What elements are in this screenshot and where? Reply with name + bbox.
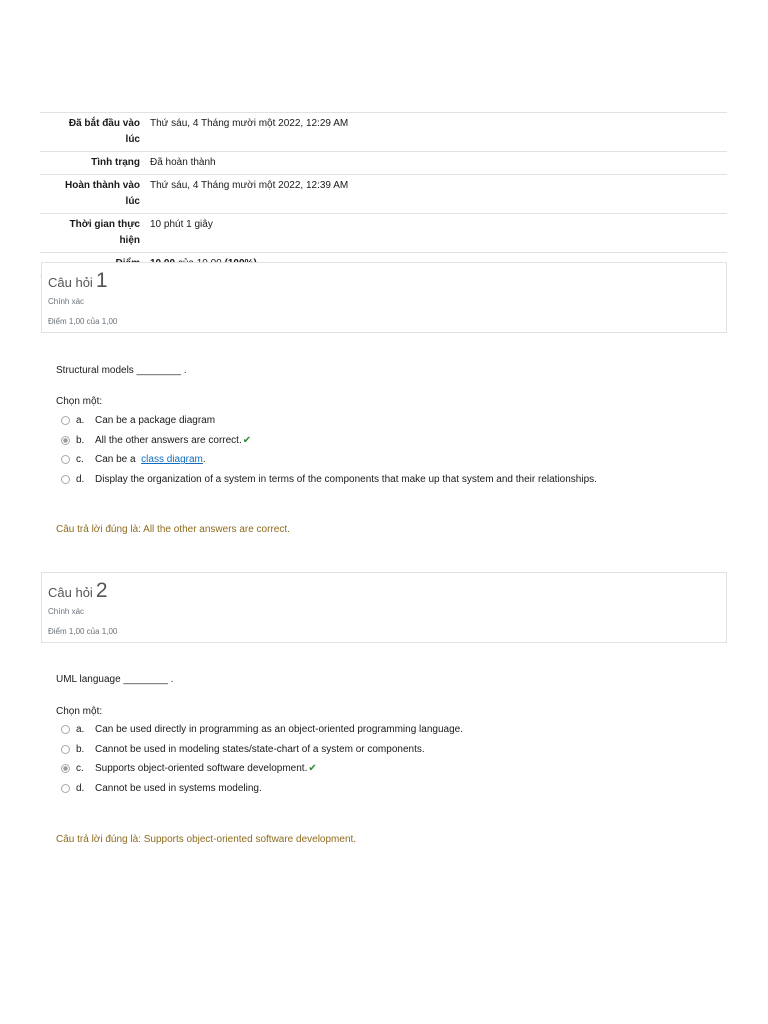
option-text: Display the organization of a system in terms of the components that make up that system and their relationships. bbox=[95, 473, 597, 485]
question-2-answer-options bbox=[56, 720, 716, 798]
option-text: Can be a package diagram bbox=[95, 415, 216, 427]
summary-row-time-taken bbox=[40, 214, 727, 253]
question-state: Chính xác bbox=[48, 297, 85, 306]
question-1-right-answer: Câu trả lời đúng là: All the other answers are correct. bbox=[56, 524, 290, 535]
summary-label: Hoàn thành vào lúc bbox=[64, 180, 140, 207]
radio-button[interactable] bbox=[61, 416, 70, 425]
question-1-prompt: Chọn một: bbox=[56, 396, 103, 407]
radio-button[interactable] bbox=[61, 455, 70, 464]
summary-value: 10 phút 1 giây bbox=[150, 219, 213, 230]
option-text: Supports object-oriented software development. bbox=[95, 763, 308, 775]
summary-label: Tình trạng bbox=[91, 157, 140, 168]
class-diagram-link[interactable]: class diagram bbox=[141, 454, 203, 466]
option-text: Cannot be used in systems modeling. bbox=[95, 782, 262, 794]
option-letter: d. bbox=[76, 473, 85, 485]
question-state: Chính xác bbox=[48, 607, 85, 616]
option-text-post: . bbox=[202, 454, 206, 466]
correct-check-icon: ✔ bbox=[308, 763, 317, 775]
question-2-prompt: Chọn một: bbox=[56, 706, 103, 717]
summary-row-state bbox=[40, 152, 727, 175]
radio-button[interactable] bbox=[61, 475, 70, 484]
question-2-right-answer: Câu trả lời đúng là: Supports object-oriented software development. bbox=[56, 834, 357, 845]
question-1-answer-options bbox=[56, 411, 716, 489]
summary-value: Thứ sáu, 4 Tháng mười một 2022, 12:39 AM bbox=[150, 180, 349, 191]
option-letter: c. bbox=[76, 454, 84, 466]
option-c[interactable] bbox=[56, 759, 716, 779]
radio-button[interactable] bbox=[61, 725, 70, 734]
question-title bbox=[48, 579, 108, 603]
option-b[interactable] bbox=[56, 740, 716, 760]
summary-value: Thứ sáu, 4 Tháng mười một 2022, 12:29 AM bbox=[150, 118, 349, 129]
option-a[interactable] bbox=[56, 720, 716, 740]
question-2-info bbox=[41, 572, 727, 643]
summary-label: Đã bắt đầu vào lúc bbox=[68, 118, 140, 145]
summary-row-completed bbox=[40, 175, 727, 214]
option-d[interactable] bbox=[56, 470, 716, 490]
option-d[interactable] bbox=[56, 779, 716, 799]
radio-button[interactable] bbox=[61, 784, 70, 793]
option-b[interactable] bbox=[56, 431, 716, 451]
option-letter: b. bbox=[76, 743, 85, 755]
question-title bbox=[48, 269, 108, 293]
question-1-info bbox=[41, 262, 727, 333]
question-label: Câu hỏi bbox=[48, 275, 93, 290]
option-text bbox=[95, 454, 206, 465]
question-grade: Điểm 1,00 của 1,00 bbox=[48, 627, 118, 636]
option-text: Can be used directly in programming as an object-oriented programming language. bbox=[95, 724, 463, 736]
summary-value: Đã hoàn thành bbox=[150, 157, 216, 168]
option-c[interactable] bbox=[56, 450, 716, 470]
radio-button-selected[interactable] bbox=[61, 764, 70, 773]
summary-row-started bbox=[40, 113, 727, 152]
question-number: 2 bbox=[95, 579, 108, 602]
option-text-pre: Can be a bbox=[95, 454, 139, 466]
option-letter: a. bbox=[76, 415, 85, 427]
option-letter: c. bbox=[76, 763, 84, 775]
question-label: Câu hỏi bbox=[48, 585, 93, 600]
question-grade: Điểm 1,00 của 1,00 bbox=[48, 317, 118, 326]
option-text: Cannot be used in modeling states/state-chart of a system or components. bbox=[95, 743, 425, 755]
option-a[interactable] bbox=[56, 411, 716, 431]
summary-label: Thời gian thực hiện bbox=[69, 219, 140, 246]
question-number: 1 bbox=[95, 269, 108, 292]
option-letter: b. bbox=[76, 434, 85, 446]
option-letter: d. bbox=[76, 782, 85, 794]
question-1-text: Structural models ________ . bbox=[56, 365, 187, 376]
correct-check-icon: ✔ bbox=[242, 434, 252, 446]
radio-button-selected[interactable] bbox=[61, 436, 70, 445]
question-2-text: UML language ________ . bbox=[56, 674, 174, 685]
attempt-summary-table bbox=[40, 112, 727, 276]
option-text: All the other answers are correct. bbox=[95, 434, 242, 446]
option-letter: a. bbox=[76, 724, 85, 736]
radio-button[interactable] bbox=[61, 745, 70, 754]
